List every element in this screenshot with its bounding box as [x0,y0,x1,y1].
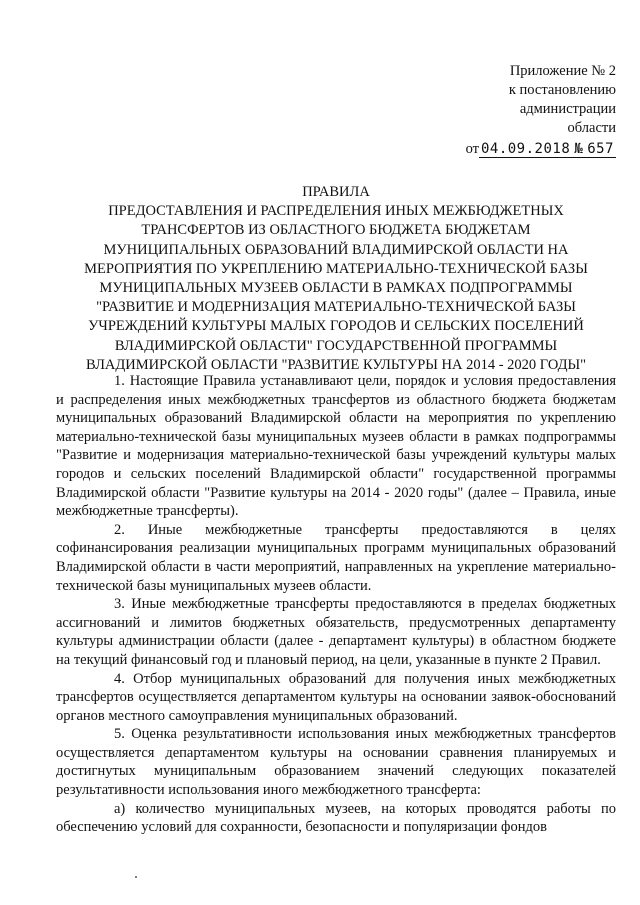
appendix-line-1: Приложение № 2 [509,63,616,79]
scan-speck [135,876,137,878]
appendix-line-2: к постановлению [508,82,616,98]
document-title [56,183,616,375]
appendix-header [466,62,616,159]
date-prefix: от [465,141,479,157]
paragraph-5a: а) количество муниципальных музеев, на которых проводятся работы по обеспечению условий для сохранности, безопасности и популяризации фондов [56,800,616,836]
number-sign: № [574,141,584,157]
title-line: "РАЗВИТИЕ И МОДЕРНИЗАЦИЯ МАТЕРИАЛЬНО-ТЕХНИЧЕСКОЙ БАЗЫ [96,299,576,316]
decree-date-number [466,140,616,159]
title-line: МУНИЦИПАЛЬНЫХ ОБРАЗОВАНИЙ ВЛАДИМИРСКОЙ ОБЛАСТИ НА [103,241,569,258]
title-line: ВЛАДИМИРСКОЙ ОБЛАСТИ "РАЗВИТИЕ КУЛЬТУРЫ НА 2014 - 2020 ГОДЫ" [85,356,587,373]
decree-number: 657 [587,141,614,157]
title-line: ТРАНСФЕРТОВ ИЗ ОБЛАСТНОГО БЮДЖЕТА БЮДЖЕТАМ [141,222,531,239]
paragraph-2: 2. Иные межбюджетные трансферты предоставляются в целях софинансирования реализации муниципальных программ муниципальных образований Владимирской области в части мероприятий, направленных на укрепление материально-технической базы муниципальных музеев области. [56,521,616,594]
title-heading: ПРАВИЛА [302,184,370,200]
title-line: УЧРЕЖДЕНИЙ КУЛЬТУРЫ МАЛЫХ ГОРОДОВ И СЕЛЬСКИХ ПОСЕЛЕНИЙ [88,318,584,335]
appendix-line-4: области [567,120,616,136]
paragraph-4: 4. Отбор муниципальных образований для получения иных межбюджетных трансфертов осуществляется департаментом культуры на основании заявок-обоснований органов местного самоуправления муниципальных образований. [56,670,616,724]
title-line: МУНИЦИПАЛЬНЫХ МУЗЕЕВ ОБЛАСТИ В РАМКАХ ПОДПРОГРАММЫ [99,280,573,297]
title-line: ВЛАДИМИРСКОЙ ОБЛАСТИ" ГОСУДАРСТВЕННОЙ ПРОГРАММЫ [114,337,558,354]
decree-date: 04.09.2018 [480,141,571,157]
title-line: МЕРОПРИЯТИЯ ПО УКРЕПЛЕНИЮ МАТЕРИАЛЬНО-ТЕХНИЧЕСКОЙ БАЗЫ [84,260,588,277]
paragraph-1: 1. Настоящие Правила устанавливают цели, порядок и условия предоставления и распределения иных межбюджетных трансфертов из областного бюджета бюджетам муниципальных образований Владимирской области на мероприятия по укреплению материально-технической базы муниципальных музеев области в рамках подпрограммы "Развитие и модернизация материально-технической базы учреждений культуры малых городов и сельских поселений Владимирской области" государственной программы Владимирской области "Развитие культуры на 2014 - 2020 годы" (далее – Правила, иные межбюджетные трансферты). [56,373,616,520]
appendix-line-3: администрации [519,101,616,117]
document-body [56,372,616,837]
paragraph-3: 3. Иные межбюджетные трансферты предоставляются в пределах бюджетных ассигнований и лимитов бюджетных обязательств, предусмотренных департаменту культуры администрации области (далее - департамент культуры) в областном бюджете на текущий финансовый год и плановый период, на цели, указанные в пункте 2 Правил. [56,596,616,668]
paragraph-5: 5. Оценка результативности использования иных межбюджетных трансфертов осуществляется департаментом культуры на основании сравнения планируемых и достигнутых муниципальным образованием значений следующих показателей результативности использования иного межбюджетного трансферта: [56,726,616,799]
title-line: ПРЕДОСТАВЛЕНИЯ И РАСПРЕДЕЛЕНИЯ ИНЫХ МЕЖБЮДЖЕТНЫХ [108,203,564,220]
